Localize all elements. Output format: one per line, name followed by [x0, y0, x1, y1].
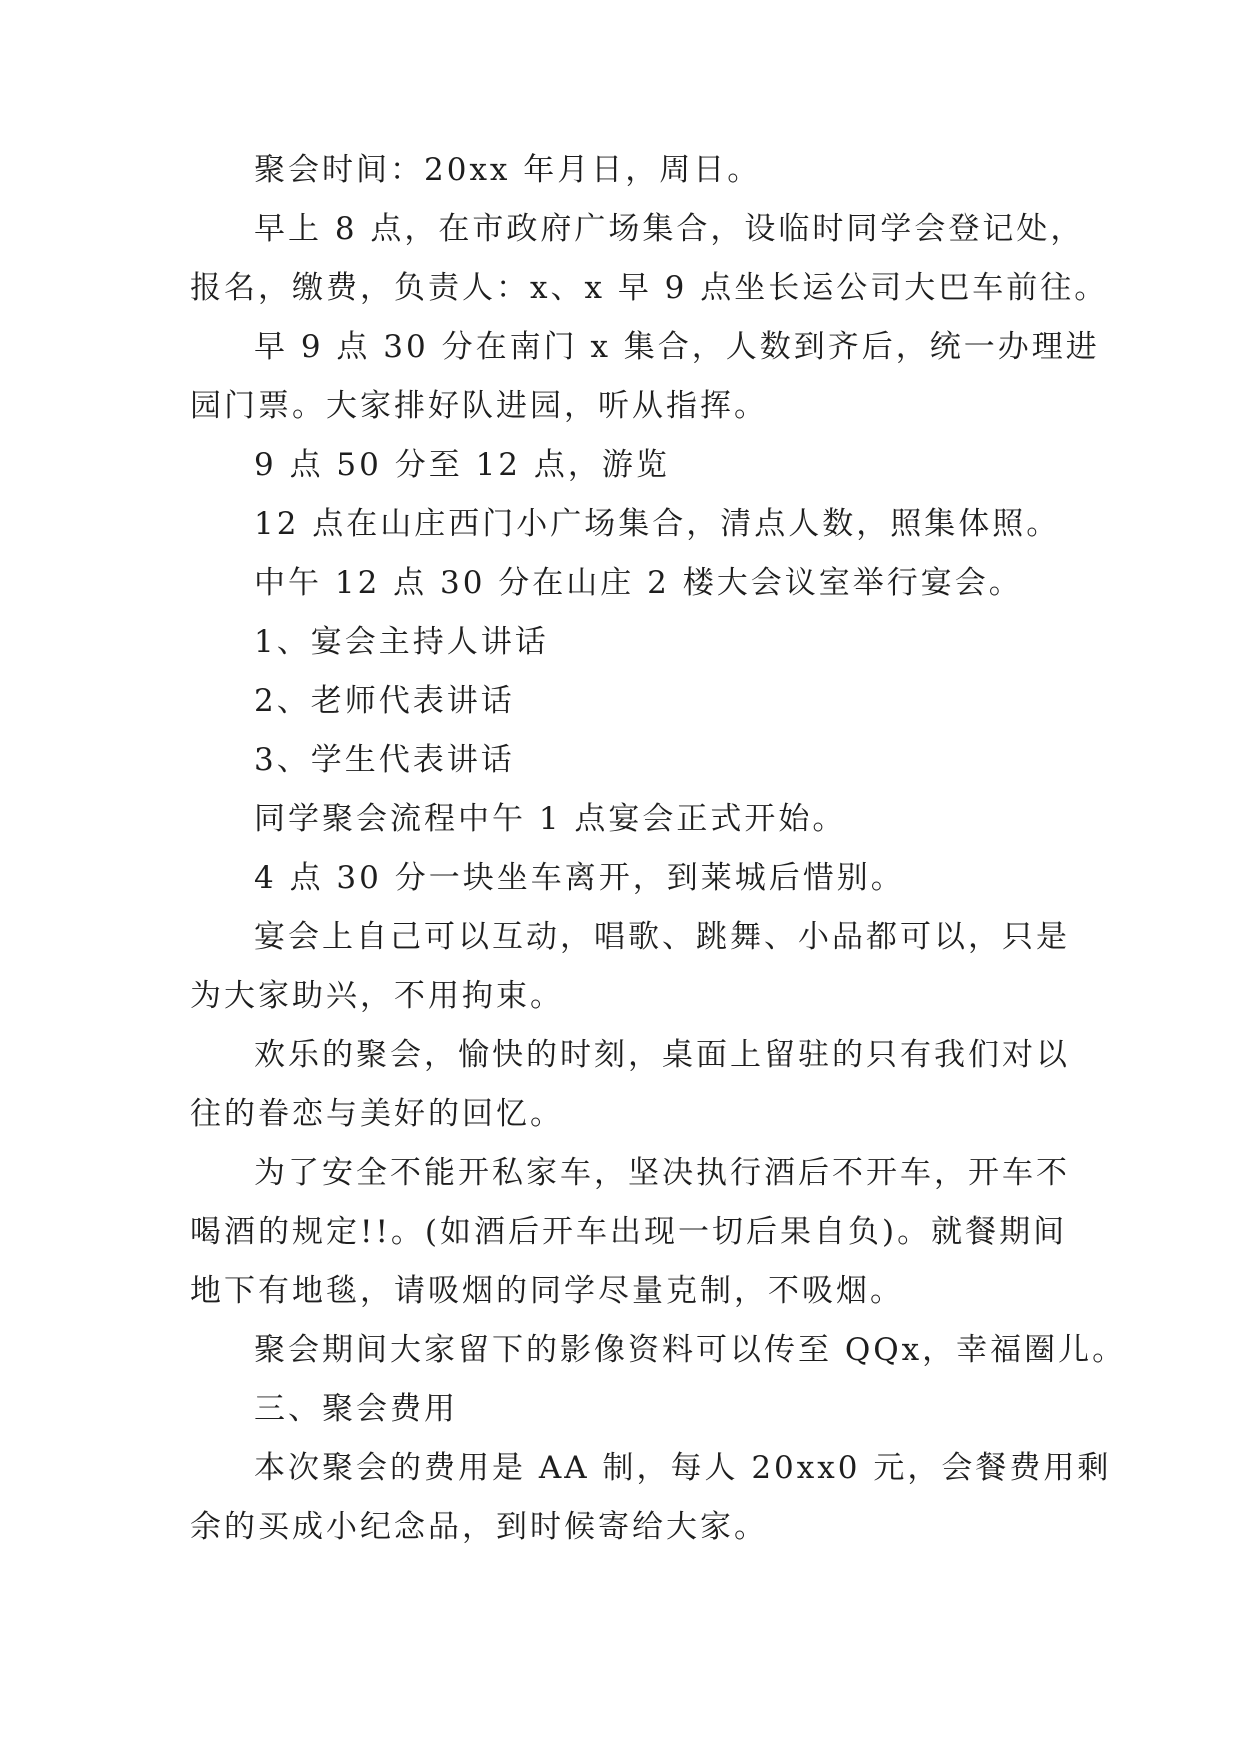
paragraph-first-line: 9 点 50 分至 12 点，游览 [254, 447, 670, 483]
paragraph-first-line: 早 9 点 30 分在南门 x 集合，人数到齐后，统一办理进 [254, 329, 1100, 365]
paragraph-line: 喝酒的规定!!。(如酒后开车出现一切后果自负)。就餐期间 [190, 1214, 1068, 1250]
paragraph-line: 往的眷恋与美好的回忆。 [190, 1096, 564, 1132]
paragraph-line: 为大家助兴，不用拘束。 [190, 978, 564, 1014]
paragraph-first-line: 中午 12 点 30 分在山庄 2 楼大会议室举行宴会。 [254, 565, 1023, 601]
paragraph-first-line: 欢乐的聚会，愉快的时刻，桌面上留驻的只有我们对以 [254, 1037, 1070, 1073]
paragraph-line: 园门票。大家排好队进园，听从指挥。 [190, 388, 768, 424]
paragraph-first-line: 三、聚会费用 [254, 1391, 458, 1427]
paragraph-first-line: 聚会期间大家留下的影像资料可以传至 QQx，幸福圈儿。 [254, 1332, 1127, 1368]
paragraph-first-line: 1、宴会主持人讲话 [254, 624, 549, 660]
paragraph-first-line: 2、老师代表讲话 [254, 683, 515, 719]
paragraph-first-line: 聚会时间：20xx 年月日，周日。 [254, 152, 762, 188]
paragraph-first-line: 宴会上自己可以互动，唱歌、跳舞、小品都可以，只是 [254, 919, 1070, 955]
paragraph-first-line: 为了安全不能开私家车，坚决执行酒后不开车，开车不 [254, 1155, 1070, 1191]
paragraph-first-line: 本次聚会的费用是 AA 制，每人 20xx0 元，会餐费用剩 [254, 1450, 1112, 1486]
paragraph-first-line: 3、学生代表讲话 [254, 742, 515, 778]
paragraph-first-line: 4 点 30 分一块坐车离开，到莱城后惜别。 [254, 860, 905, 896]
paragraph-line: 报名，缴费，负责人：x、x 早 9 点坐长运公司大巴车前往。 [190, 270, 1109, 306]
paragraph-first-line: 同学聚会流程中午 1 点宴会正式开始。 [254, 801, 847, 837]
paragraph-first-line: 12 点在山庄西门小广场集合，清点人数，照集体照。 [254, 506, 1061, 542]
paragraph-line: 地下有地毯，请吸烟的同学尽量克制，不吸烟。 [190, 1273, 904, 1309]
paragraph-line: 余的买成小纪念品，到时候寄给大家。 [190, 1509, 768, 1545]
paragraph-first-line: 早上 8 点，在市政府广场集合，设临时同学会登记处， [254, 211, 1085, 247]
